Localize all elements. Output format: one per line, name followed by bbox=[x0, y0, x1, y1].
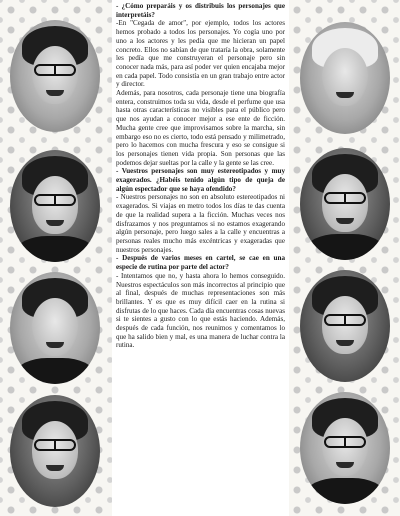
portrait-man-neutral bbox=[10, 272, 100, 384]
answer-1-continued: Además, para nosotros, cada personaje tiene una biografía entera, construimos toda su vida, desde el perfume que usa hasta otras características no visibles para el público pero que nos ayudan a conocer mejor a ese ente de ficción. Mucha gente cree que improvisamos sobre la marcha, sin embargo eso no es cierto, todo está pensado y milimetrado, pero lo hacemos con mucha frescura y eso se consigue si los personajes tienen vida propia. Son personas que las podemos dejar sueltas por la calle y la gente se las cree. bbox=[116, 89, 285, 167]
portrait-woman-wig bbox=[10, 395, 100, 507]
portrait-blonde-woman bbox=[300, 22, 390, 134]
question-1: - ¿Cómo preparáis y os distribuis los personajes que interpretáis? bbox=[116, 2, 285, 19]
article-column bbox=[112, 0, 289, 516]
question-3: - Después de varios meses en cartel, se cae en una especie de rutina por parte del actor? bbox=[116, 254, 285, 272]
portrait-man-glasses-smiling bbox=[10, 150, 100, 262]
answer-3: - Intentamos que no, y hasta ahora lo hemos conseguido. Nuestros espectáculos son más incorrectos al principio que al final, después de muchas representaciones son más brillantes. Y es que es muy difícil caer en la rutina si disfrutas de lo que haces. Cada día encuentras cosas nuevas si te sientes a gusto con lo que estás haciendo. Además, después de cada función, nos reunimos y comentamos lo que ha salido bien y mal, es una manera de luchar contra la rutina. bbox=[116, 271, 286, 350]
portrait-man-glasses-tie bbox=[300, 392, 390, 504]
answer-2: - Nuestros personajes no son en absoluto estereotipados ni exagerados. Si viajas en metro todos los días te das cuenta de que la realidad supera a la ficción. Muchas veces nos disfrazamos y nos preguntamos si no estamos exagerando algún personaje, pero luego sales a la calle y encuentras a personas reales mucho más excéntricas y exageradas que nuestros personajes. bbox=[116, 193, 285, 254]
question-2: - Vuestros personajes son muy estereotipados y muy exagerados. ¿Habéis tenido algún tipo de queja de algún espectador que se haya ofendido? bbox=[116, 167, 285, 193]
portrait-man-suit bbox=[300, 148, 390, 260]
portrait-woman-sunglasses bbox=[300, 270, 390, 382]
portrait-woman-glasses bbox=[10, 20, 100, 132]
answer-1: -En "Cegada de amor", por ejemplo, todos los actores hemos probado a todos los personajes. Yo cogía uno por uno a los actores y les pedía que me hicieran un papel concreto. Ellos no sabían de que trataría la obra, solamente les pedía que me construyeran el personaje pero sin conocer nada más, para así poder ver quien encajaba mejor en cada papel. Todo consistía en un gran trabajo entre actor y director. bbox=[116, 19, 285, 89]
